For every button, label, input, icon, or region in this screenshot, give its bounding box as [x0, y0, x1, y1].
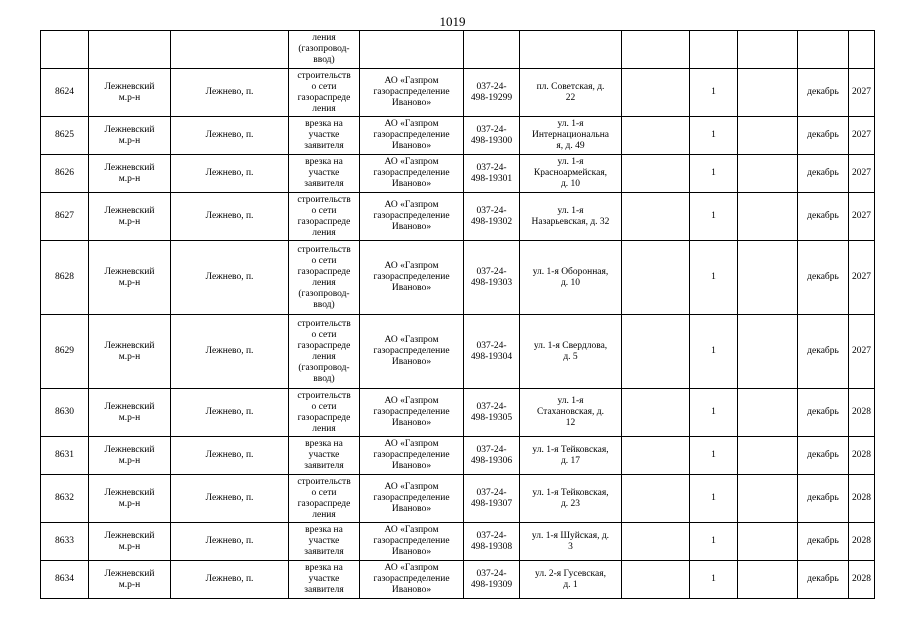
- cell-district: Лежневский м.р-н: [89, 193, 171, 241]
- table-row: [41, 315, 875, 389]
- cell-work-type: строительств о сети газораспреде ления (газопровод- ввод): [289, 241, 360, 315]
- table-row: [41, 523, 875, 561]
- cell-quantity: 1: [690, 69, 738, 117]
- cell-number: 8627: [41, 193, 89, 241]
- cell-month: декабрь: [798, 69, 849, 117]
- cell-settlement: Лежнево, п.: [171, 193, 289, 241]
- cell-empty: [622, 155, 690, 193]
- cell-district: Лежневский м.р-н: [89, 241, 171, 315]
- cell-settlement: Лежнево, п.: [171, 561, 289, 599]
- cell-year: 2027: [849, 69, 875, 117]
- table-row: [41, 241, 875, 315]
- cell-district: Лежневский м.р-н: [89, 475, 171, 523]
- cell-settlement: Лежнево, п.: [171, 155, 289, 193]
- cell-empty: [622, 475, 690, 523]
- cell-quantity: 1: [690, 437, 738, 475]
- cell-year: 2028: [849, 437, 875, 475]
- cell-work-type: ления (газопровод- ввод): [289, 31, 360, 69]
- cell-organization: АО «Газпром газораспределение Иваново»: [360, 69, 464, 117]
- cell-district: Лежневский м.р-н: [89, 117, 171, 155]
- cell-work-type: строительств о сети газораспреде ления: [289, 475, 360, 523]
- cell-address: ул. 1-я Красноармейская, д. 10: [520, 155, 622, 193]
- cell-quantity: 1: [690, 475, 738, 523]
- cell-code: 037-24- 498-19307: [464, 475, 520, 523]
- table-row: [41, 155, 875, 193]
- cell-empty: [622, 31, 690, 69]
- cell-empty: [738, 475, 798, 523]
- cell-month: декабрь: [798, 241, 849, 315]
- cell-empty: [738, 241, 798, 315]
- cell-month: декабрь: [798, 155, 849, 193]
- cell-number: 8631: [41, 437, 89, 475]
- cell-number: 8625: [41, 117, 89, 155]
- cell-code: 037-24- 498-19302: [464, 193, 520, 241]
- cell-number: 8626: [41, 155, 89, 193]
- cell-address: ул. 1-я Свердлова, д. 5: [520, 315, 622, 389]
- cell-code: 037-24- 498-19306: [464, 437, 520, 475]
- cell-district: Лежневский м.р-н: [89, 437, 171, 475]
- cell-empty: [738, 117, 798, 155]
- cell-empty: [622, 437, 690, 475]
- cell-month: декабрь: [798, 475, 849, 523]
- cell-empty: [738, 389, 798, 437]
- cell-district: [89, 31, 171, 69]
- cell-address: пл. Советская, д. 22: [520, 69, 622, 117]
- cell-settlement: Лежнево, п.: [171, 241, 289, 315]
- cell-empty: [738, 193, 798, 241]
- cell-empty: [738, 523, 798, 561]
- cell-district: Лежневский м.р-н: [89, 561, 171, 599]
- cell-quantity: [690, 31, 738, 69]
- cell-district: Лежневский м.р-н: [89, 523, 171, 561]
- cell-address: ул. 1-я Шуйская, д. 3: [520, 523, 622, 561]
- cell-settlement: [171, 31, 289, 69]
- cell-district: Лежневский м.р-н: [89, 69, 171, 117]
- cell-settlement: Лежнево, п.: [171, 117, 289, 155]
- cell-number: 8624: [41, 69, 89, 117]
- cell-number: 8633: [41, 523, 89, 561]
- cell-number: 8628: [41, 241, 89, 315]
- cell-code: 037-24- 498-19300: [464, 117, 520, 155]
- cell-work-type: строительств о сети газораспреде ления: [289, 193, 360, 241]
- cell-empty: [622, 389, 690, 437]
- cell-settlement: Лежнево, п.: [171, 315, 289, 389]
- cell-work-type: строительств о сети газораспреде ления: [289, 389, 360, 437]
- cell-work-type: врезка на участке заявителя: [289, 155, 360, 193]
- cell-settlement: Лежнево, п.: [171, 523, 289, 561]
- cell-year: 2027: [849, 193, 875, 241]
- cell-address: ул. 1-я Стахановская, д. 12: [520, 389, 622, 437]
- cell-year: 2027: [849, 117, 875, 155]
- table-row-continuation: [41, 31, 875, 69]
- cell-code: 037-24- 498-19309: [464, 561, 520, 599]
- cell-empty: [738, 155, 798, 193]
- cell-organization: АО «Газпром газораспределение Иваново»: [360, 155, 464, 193]
- cell-district: Лежневский м.р-н: [89, 315, 171, 389]
- page-number: 1019: [439, 14, 466, 29]
- cell-address: ул. 1-я Тейковская, д. 17: [520, 437, 622, 475]
- cell-organization: АО «Газпром газораспределение Иваново»: [360, 315, 464, 389]
- table-row: [41, 389, 875, 437]
- cell-district: Лежневский м.р-н: [89, 155, 171, 193]
- cell-address: ул. 2-я Гусевская, д. 1: [520, 561, 622, 599]
- cell-empty: [622, 241, 690, 315]
- cell-work-type: врезка на участке заявителя: [289, 437, 360, 475]
- cell-settlement: Лежнево, п.: [171, 69, 289, 117]
- cell-empty: [738, 561, 798, 599]
- cell-code: 037-24- 498-19301: [464, 155, 520, 193]
- cell-month: [798, 31, 849, 69]
- cell-work-type: врезка на участке заявителя: [289, 117, 360, 155]
- cell-work-type: врезка на участке заявителя: [289, 561, 360, 599]
- cell-month: декабрь: [798, 193, 849, 241]
- cell-empty: [738, 69, 798, 117]
- cell-number: 8632: [41, 475, 89, 523]
- cell-month: декабрь: [798, 117, 849, 155]
- cell-empty: [738, 315, 798, 389]
- cell-month: декабрь: [798, 523, 849, 561]
- cell-organization: АО «Газпром газораспределение Иваново»: [360, 561, 464, 599]
- cell-district: Лежневский м.р-н: [89, 389, 171, 437]
- cell-empty: [622, 117, 690, 155]
- cell-quantity: 1: [690, 117, 738, 155]
- cell-organization: АО «Газпром газораспределение Иваново»: [360, 437, 464, 475]
- cell-year: 2027: [849, 241, 875, 315]
- table-row: [41, 437, 875, 475]
- cell-settlement: Лежнево, п.: [171, 475, 289, 523]
- cell-address: ул. 1-я Интернациональна я, д. 49: [520, 117, 622, 155]
- cell-quantity: 1: [690, 561, 738, 599]
- cell-code: 037-24- 498-19305: [464, 389, 520, 437]
- cell-quantity: 1: [690, 523, 738, 561]
- cell-work-type: строительств о сети газораспреде ления (газопровод- ввод): [289, 315, 360, 389]
- cell-number: 8634: [41, 561, 89, 599]
- table-row: [41, 475, 875, 523]
- cell-empty: [622, 561, 690, 599]
- cell-number: 8629: [41, 315, 89, 389]
- cell-year: 2028: [849, 561, 875, 599]
- gas-connection-table: [40, 30, 875, 599]
- cell-organization: АО «Газпром газораспределение Иваново»: [360, 117, 464, 155]
- cell-organization: АО «Газпром газораспределение Иваново»: [360, 241, 464, 315]
- cell-quantity: 1: [690, 389, 738, 437]
- cell-organization: АО «Газпром газораспределение Иваново»: [360, 193, 464, 241]
- table-row: [41, 69, 875, 117]
- cell-address: ул. 1-я Назарьевская, д. 32: [520, 193, 622, 241]
- cell-code: 037-24- 498-19304: [464, 315, 520, 389]
- cell-code: 037-24- 498-19308: [464, 523, 520, 561]
- cell-month: декабрь: [798, 389, 849, 437]
- cell-number: 8630: [41, 389, 89, 437]
- cell-year: [849, 31, 875, 69]
- cell-year: 2028: [849, 523, 875, 561]
- cell-organization: [360, 31, 464, 69]
- cell-address: ул. 1-я Оборонная, д. 10: [520, 241, 622, 315]
- cell-quantity: 1: [690, 241, 738, 315]
- cell-empty: [738, 31, 798, 69]
- cell-work-type: строительств о сети газораспреде ления: [289, 69, 360, 117]
- cell-month: декабрь: [798, 437, 849, 475]
- table-body: [41, 31, 875, 599]
- cell-settlement: Лежнево, п.: [171, 437, 289, 475]
- cell-organization: АО «Газпром газораспределение Иваново»: [360, 475, 464, 523]
- cell-month: декабрь: [798, 561, 849, 599]
- cell-quantity: 1: [690, 155, 738, 193]
- cell-empty: [622, 523, 690, 561]
- cell-address: ул. 1-я Тейковская, д. 23: [520, 475, 622, 523]
- cell-empty: [738, 437, 798, 475]
- cell-settlement: Лежнево, п.: [171, 389, 289, 437]
- cell-quantity: 1: [690, 193, 738, 241]
- cell-empty: [622, 69, 690, 117]
- cell-code: 037-24- 498-19299: [464, 69, 520, 117]
- cell-quantity: 1: [690, 315, 738, 389]
- cell-organization: АО «Газпром газораспределение Иваново»: [360, 389, 464, 437]
- cell-year: 2028: [849, 389, 875, 437]
- cell-empty: [622, 193, 690, 241]
- cell-year: 2027: [849, 315, 875, 389]
- cell-number: [41, 31, 89, 69]
- cell-organization: АО «Газпром газораспределение Иваново»: [360, 523, 464, 561]
- cell-empty: [622, 315, 690, 389]
- cell-code: [464, 31, 520, 69]
- table-row: [41, 117, 875, 155]
- cell-work-type: врезка на участке заявителя: [289, 523, 360, 561]
- cell-year: 2027: [849, 155, 875, 193]
- cell-month: декабрь: [798, 315, 849, 389]
- cell-year: 2028: [849, 475, 875, 523]
- cell-address: [520, 31, 622, 69]
- table-row: [41, 193, 875, 241]
- cell-code: 037-24- 498-19303: [464, 241, 520, 315]
- table-row: [41, 561, 875, 599]
